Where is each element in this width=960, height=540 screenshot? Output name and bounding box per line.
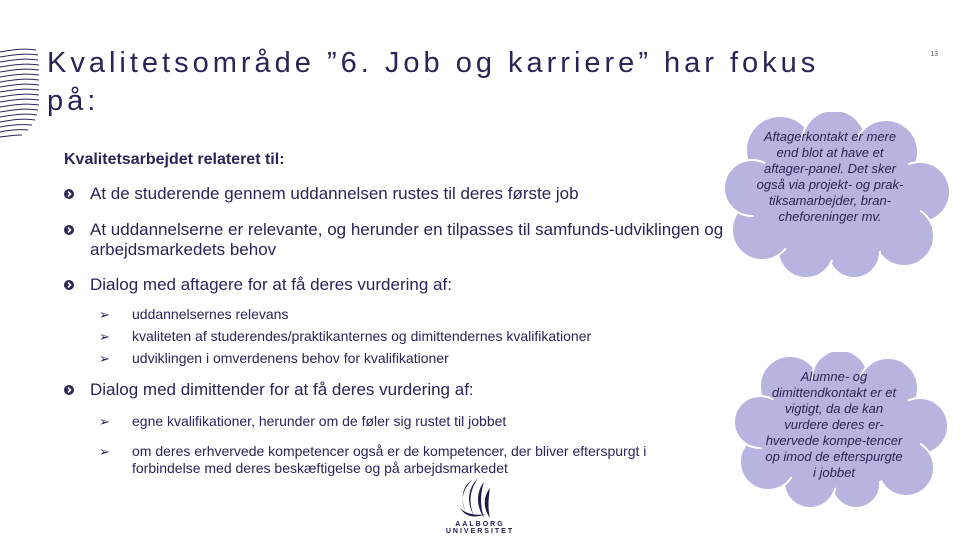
decorative-wave-lines: [0, 48, 42, 146]
chevron-bullet-icon: [64, 225, 74, 235]
arrow-bullet-icon: ➢: [99, 444, 110, 459]
sub-bullet-item: [99, 413, 729, 430]
slide-title: Kvalitetsområde ”6. Job og karriere” har fokus på:: [47, 47, 820, 117]
bullet-text: At de studerende gennem uddannelsen rustes til deres første job: [90, 184, 579, 203]
arrow-bullet-icon: ➢: [99, 414, 110, 429]
sub-bullet-text: om deres erhvervede kompetencer også er de kompetencer, der bliver efterspurgt i forbindelse med deres beskæftigelse og på arbejdsmarkedet: [132, 443, 647, 476]
bullet-text: At uddannelserne er relevante, og herunder en tilpasses til samfunds-udviklingen og arbejdsmarkedets behov: [90, 220, 724, 259]
chevron-bullet-icon: [64, 280, 74, 290]
bullet-item: [64, 220, 724, 260]
sub-bullet-text: udviklingen i omverdenens behov for kvalifikationer: [132, 350, 449, 366]
bullet-item: [64, 380, 724, 400]
aftager-callout-text: Aftagerkontakt er mere end blot at have et aftager-panel. Det sker også via projekt- og prak-tiksamarbejder, bran-cheforeninger mv.: [756, 129, 904, 224]
sub-bullet-item: [99, 443, 699, 477]
logo-wordmark: AALBORG UNIVERSITET: [445, 521, 515, 535]
sub-bullet-item: [99, 306, 729, 323]
sub-bullet-text: egne kvalifikationer, herunder om de føler sig rustet til jobbet: [132, 413, 507, 429]
bullet-item: [64, 275, 724, 295]
subheading: Kvalitetsarbejdet relateret til:: [64, 151, 285, 168]
sub-bullet-item: [99, 350, 729, 367]
arrow-bullet-icon: ➢: [99, 351, 110, 366]
alumne-callout-text: Alumne- og dimittendkontakt er et vigtigt, da de kan vurdere deres er-hvervede kompe-tencer op imod de efterspurgte i jobbet: [765, 369, 903, 480]
bullet-text: Dialog med dimittender for at få deres vurdering af:: [90, 380, 474, 399]
sub-bullet-text: uddannelsernes relevans: [132, 306, 289, 322]
bullet-item: [64, 184, 724, 204]
chevron-bullet-icon: [64, 189, 74, 199]
arrow-bullet-icon: ➢: [99, 329, 110, 344]
page-number: 13: [930, 51, 938, 58]
bullet-text: Dialog med aftagere for at få deres vurdering af:: [90, 275, 452, 294]
sub-bullet-item: [99, 328, 729, 345]
sub-bullet-text: kvaliteten af studerendes/praktikanternes og dimittendernes kvalifikationer: [132, 328, 592, 344]
chevron-bullet-icon: [64, 385, 74, 395]
arrow-bullet-icon: ➢: [99, 307, 110, 322]
